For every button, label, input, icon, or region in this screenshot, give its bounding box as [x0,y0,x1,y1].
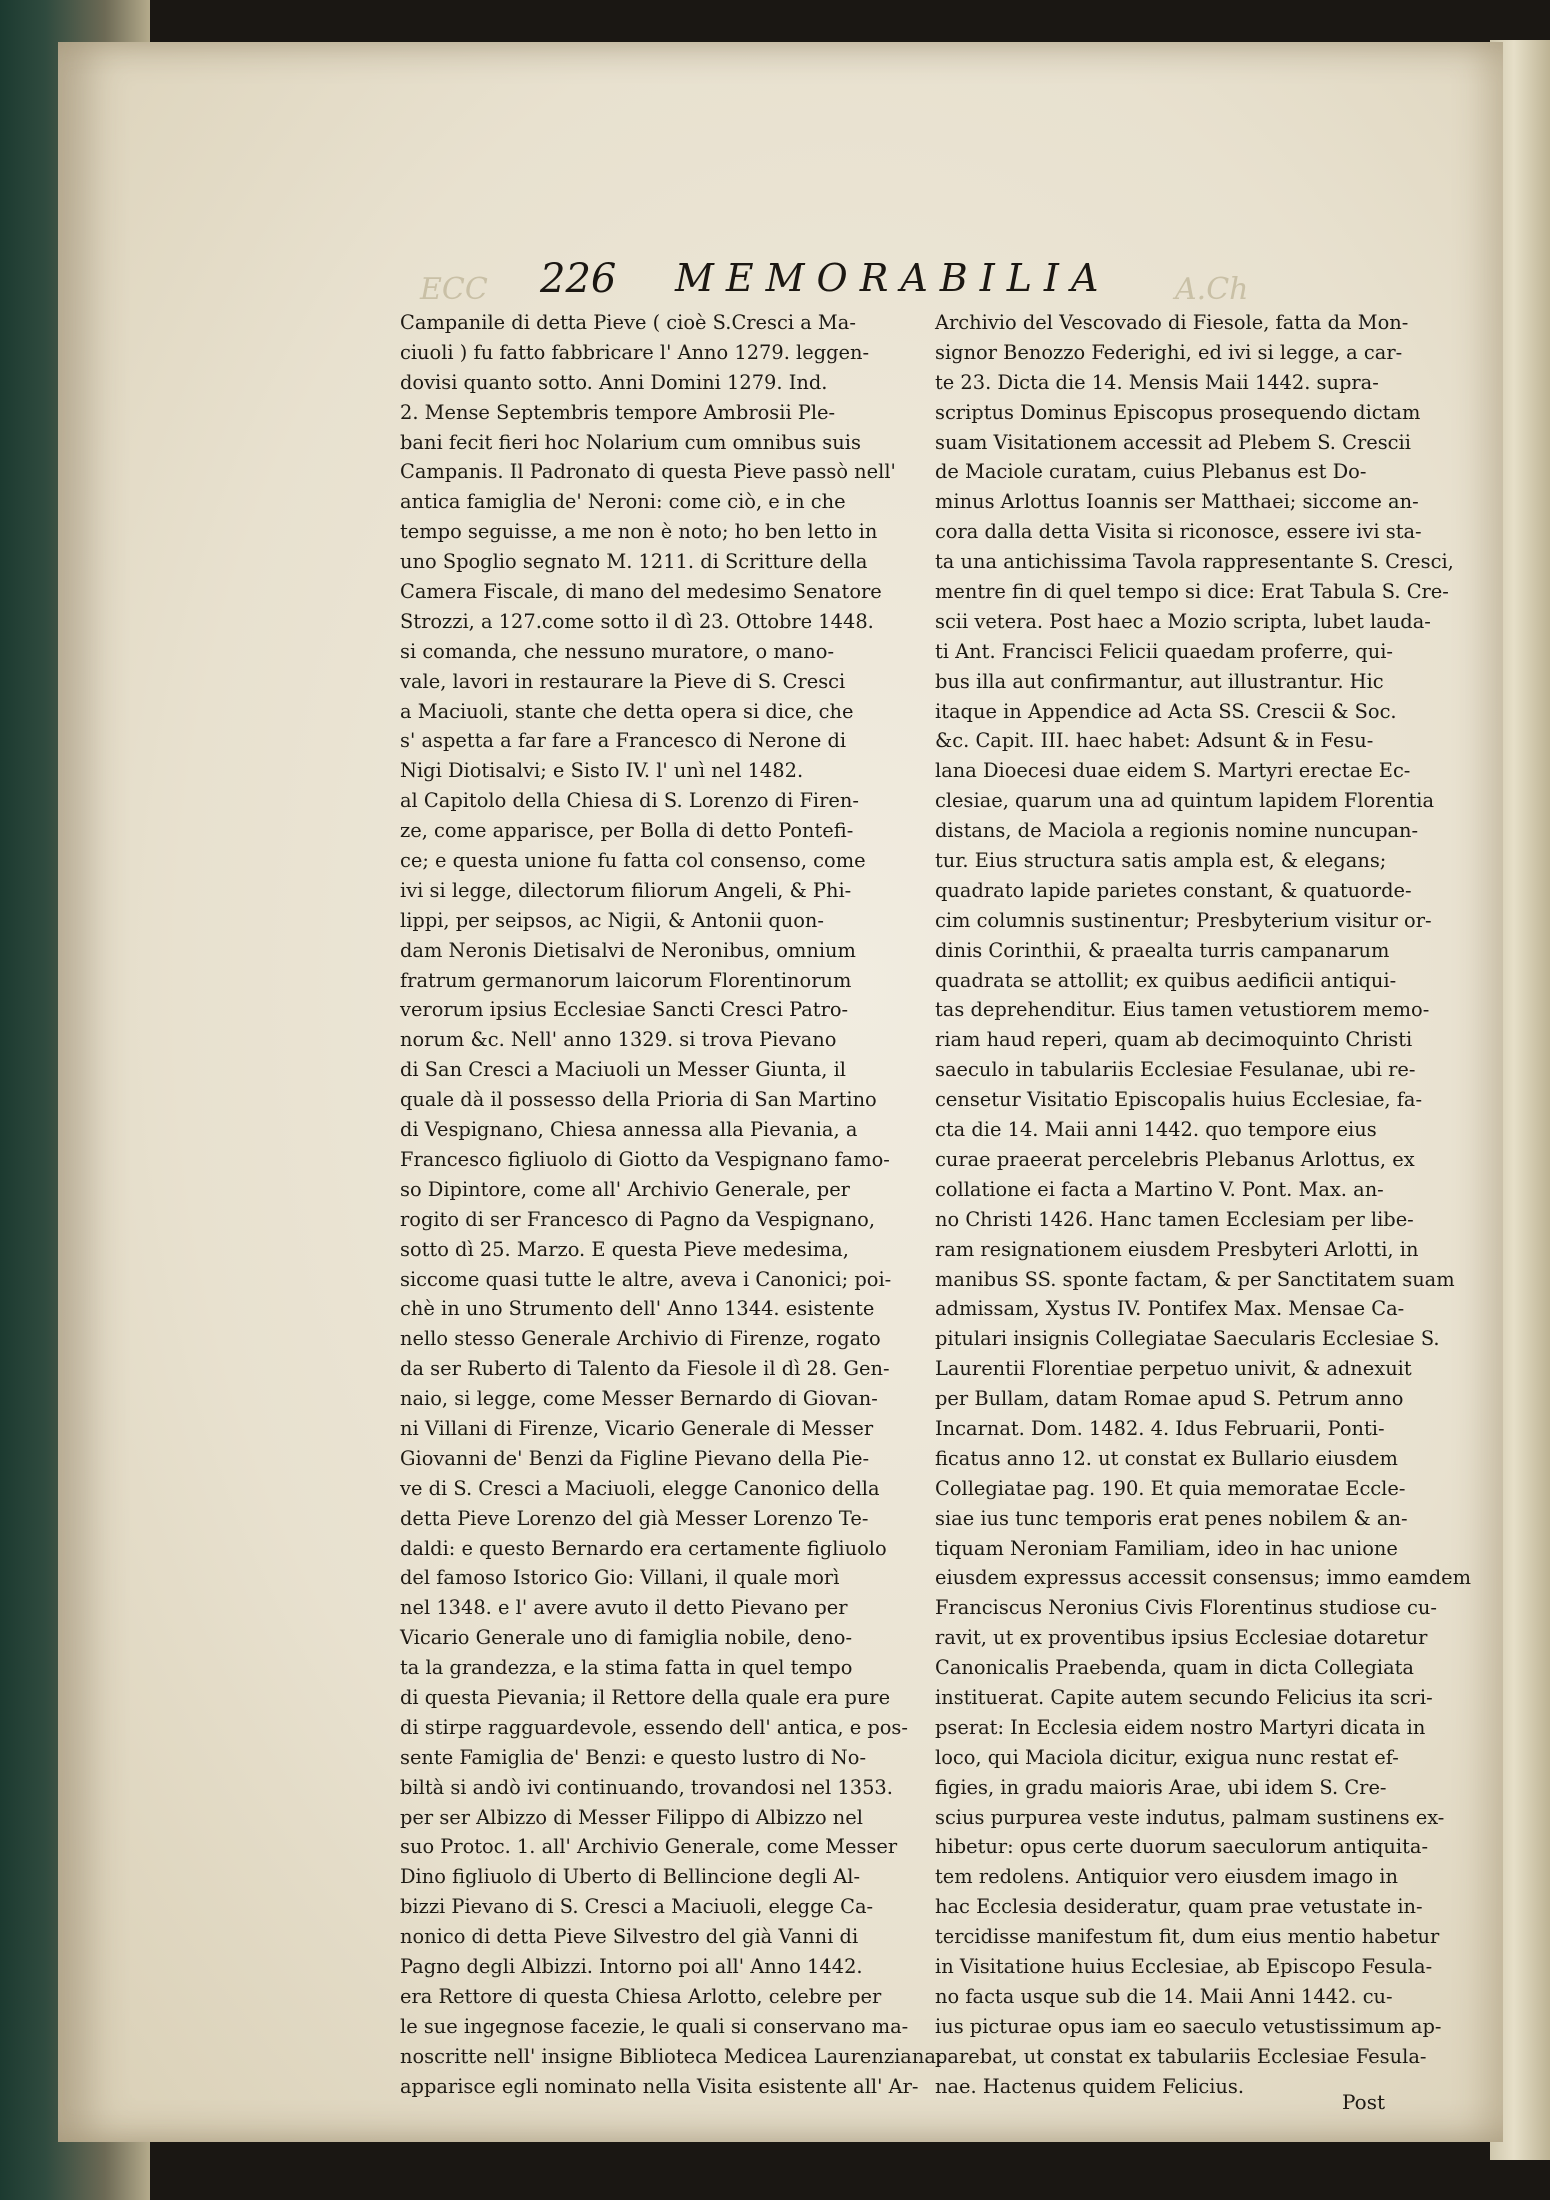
text-line: antica famiglia de' Neroni: come ciò, e in che [400,490,846,514]
text-line: apparisce egli nominato nella Visita esistente all' Ar- [400,2074,919,2098]
text-line: era Rettore di questa Chiesa Arlotto, celebre per [400,1984,882,2008]
text-line: ze, come apparisce, per Bolla di detto Pontefi- [400,819,854,843]
text-line: tem redolens. Antiquior vero eiusdem imago in [935,1865,1398,1889]
text-line: 2. Mense Septembris tempore Ambrosii Ple- [400,400,836,424]
text-line: vale, lavori in restaurare la Pieve di S. Cresci [400,669,846,693]
text-line: bani fecit fieri hoc Nolarium cum omnibus suis [400,430,861,454]
text-line: Camera Fiscale, di mano del medesimo Senatore [400,580,882,604]
text-line: Archivio del Vescovado di Fiesole, fatta da Mon- [935,311,1409,334]
text-line: cta die 14. Maii anni 1442. quo tempore eius [935,1118,1377,1142]
text-line: so Dipintore, come all' Archivio Generale, per [400,1177,850,1201]
text-line: norum &c. Nell' anno 1329. si trova Pievano [400,1028,837,1052]
text-line: censetur Visitatio Episcopalis huius Ecclesiae, fa- [935,1088,1423,1112]
text-line: Campanis. Il Padronato di questa Pieve passò nell' [400,460,896,484]
text-line: ta una antichissima Tavola rappresentante S. Cresci, [935,550,1454,574]
text-line: in Visitatione huius Ecclesiae, ab Episcopo Fesula- [935,1954,1433,1978]
text-line: ta la grandezza, e la stima fatta in quel tempo [400,1656,853,1680]
text-line: hibetur: opus certe duorum saeculorum antiquita- [935,1835,1429,1859]
text-line: quadrata se attollit; ex quibus aedificii antiqui- [935,968,1397,992]
text-line: quale dà il possesso della Prioria di San Martino [400,1088,877,1112]
text-line: scii vetera. Post haec a Mozio scripta, lubet lauda- [935,609,1431,633]
text-line: cim columnis sustinentur; Presbyterium visitur or- [935,908,1432,932]
text-line: dam Neronis Dietisalvi de Neronibus, omnium [400,938,856,962]
text-line: Campanile di detta Pieve ( cioè S.Cresci a Ma- [400,311,856,334]
text-line: suo Protoc. 1. all' Archivio Generale, come Messer [400,1835,898,1859]
bleed-through-text-left: ECC [420,272,488,307]
text-line: di Vespignano, Chiesa annessa alla Pievania, a [400,1118,858,1142]
text-line: di questa Pievania; il Rettore della quale era pure [400,1685,891,1709]
text-line: nello stesso Generale Archivio di Firenze, rogato [400,1327,881,1351]
text-line: itaque in Appendice ad Acta SS. Crescii & Soc. [935,699,1397,723]
text-line: ravit, ut ex proventibus ipsius Ecclesiae dotaretur [935,1626,1428,1650]
text-line: nonico di detta Pieve Silvestro del già Vanni di [400,1925,859,1949]
text-line: al Capitolo della Chiesa di S. Lorenzo di Firen- [400,789,859,813]
text-line: siae ius tunc temporis erat penes nobilem & an- [935,1506,1408,1530]
text-line: Canonicalis Praebenda, quam in dicta Collegiata [935,1656,1414,1680]
left-text-column [400,308,943,2101]
text-line: collatione ei facta a Martino V. Pont. Max. an- [935,1177,1384,1201]
text-line: clesiae, quarum una ad quintum lapidem Florentia [935,789,1435,813]
text-line: sotto dì 25. Marzo. E questa Pieve medesima, [400,1237,849,1261]
text-line: figies, in gradu maioris Arae, ubi idem S. Cre- [935,1775,1387,1799]
text-line: di San Cresci a Maciuoli un Messer Giunta, il [400,1058,846,1082]
text-line: di stirpe ragguardevole, essendo dell' antica, e pos- [400,1715,908,1739]
text-line: da ser Ruberto di Talento da Fiesole il dì 28. Gen- [400,1357,890,1381]
text-line: tercidisse manifestum fit, dum eius mentio habetur [935,1925,1440,1949]
text-line: del famoso Istorico Gio: Villani, il quale morì [400,1566,840,1590]
text-line: Giovanni de' Benzi da Figline Pievano della Pie- [400,1446,869,1470]
text-line: nae. Hactenus quidem Felicius. [935,2074,1245,2098]
text-line: per ser Albizzo di Messer Filippo di Albizzo nel [400,1805,863,1829]
text-line: ve di S. Cresci a Maciuoli, elegge Canonico della [400,1476,880,1500]
text-line: le sue ingegnose facezie, le quali si conservano ma- [400,2014,909,2038]
text-line: riam haud reperi, quam ab decimoquinto Christi [935,1028,1413,1052]
text-line: bus illa aut confirmantur, aut illustrantur. Hic [935,669,1384,693]
text-line: ni Villani di Firenze, Vicario Generale di Messer [400,1416,874,1440]
text-line: cora dalla detta Visita si riconosce, essere ivi sta- [935,520,1422,544]
text-line: ficatus anno 12. ut constat ex Bullario eiusdem [935,1446,1398,1470]
text-line: Francesco figliuolo di Giotto da Vespignano famo- [400,1147,890,1171]
text-line: Nigi Diotisalvi; e Sisto IV. l' unì nel 1482. [400,759,804,783]
text-line: no facta usque sub die 14. Maii Anni 1442. cu- [935,1984,1393,2008]
text-line: suam Visitationem accessit ad Plebem S. Crescii [935,430,1411,454]
text-line: naio, si legge, come Messer Bernardo di Giovan- [400,1387,878,1411]
text-line: Laurentii Florentiae perpetuo univit, & adnexuit [935,1357,1412,1381]
text-line: fratrum germanorum laicorum Florentinorum [400,968,852,992]
text-line: ce; e questa unione fu fatta col consenso, come [400,849,866,873]
text-line: no Christi 1426. Hanc tamen Ecclesiam per libe- [935,1207,1414,1231]
text-line: Collegiatae pag. 190. Et quia memoratae Eccle- [935,1476,1406,1500]
text-line: detta Pieve Lorenzo del già Messer Lorenzo Te- [400,1506,869,1530]
text-line: lippi, per seipsos, ac Nigii, & Antonii quon- [400,908,824,932]
text-line: Dino figliuolo di Uberto di Bellincione degli Al- [400,1865,861,1889]
text-line: scriptus Dominus Episcopus prosequendo dictam [935,400,1421,424]
text-line: uno Spoglio segnato M. 1211. di Scritture della [400,550,868,574]
text-line: instituerat. Capite autem secundo Felicius ita scri- [935,1685,1433,1709]
right-text-column [935,308,1471,2101]
text-line: quadrato lapide parietes constant, & quatuorde- [935,878,1412,902]
text-line: chè in uno Strumento dell' Anno 1344. esistente [400,1297,875,1321]
text-line: s' aspetta a far fare a Francesco di Nerone di [400,729,847,753]
bleed-through-text-right: A.Ch [1175,272,1249,307]
page-header [540,256,1160,306]
text-line: si comanda, che nessuno muratore, o mano- [400,639,834,663]
text-line: Incarnat. Dom. 1482. 4. Idus Februarii, Ponti- [935,1416,1385,1440]
text-line: signor Benozzo Federighi, ed ivi si legge, a car- [935,340,1403,364]
text-line: parebat, ut constat ex tabulariis Ecclesiae Fesula- [935,2044,1427,2068]
text-line: tur. Eius structura satis ampla est, & elegans; [935,849,1387,873]
text-line: lana Dioecesi duae eidem S. Martyri erectae Ec- [935,759,1411,783]
text-line: scius purpurea veste indutus, palmam sustinens ex- [935,1805,1445,1829]
text-line: de Maciole curatam, cuius Plebanus est Do- [935,460,1367,484]
text-line: a Maciuoli, stante che detta opera si dice, che [400,699,854,723]
text-line: eiusdem expressus accessit consensus; immo eamdem [935,1566,1471,1590]
text-line: saeculo in tabulariis Ecclesiae Fesulanae, ubi re- [935,1058,1416,1082]
text-line: ius picturae opus iam eo saeculo vetustissimum ap- [935,2014,1442,2038]
text-line: ivi si legge, dilectorum filiorum Angeli, & Phi- [400,878,852,902]
text-line: siccome quasi tutte le altre, aveva i Canonici; poi- [400,1267,892,1291]
text-line: verorum ipsius Ecclesiae Sancti Cresci Patro- [400,998,849,1022]
text-line: Strozzi, a 127.come sotto il dì 23. Ottobre 1448. [400,609,874,633]
text-line: rogito di ser Francesco di Pagno da Vespignano, [400,1207,876,1231]
text-line: dovisi quanto sotto. Anni Domini 1279. Ind. [400,370,828,394]
text-line: daldi: e questo Bernardo era certamente figliuolo [400,1536,887,1560]
text-line: tiquam Neroniam Familiam, ideo in hac unione [935,1536,1398,1560]
text-line: manibus SS. sponte factam, & per Sanctitatem suam [935,1267,1455,1291]
text-line: ram resignationem eiusdem Presbyteri Arlotti, in [935,1237,1419,1261]
text-line: pserat: In Ecclesia eidem nostro Martyri dicata in [935,1715,1426,1739]
text-line: ti Ant. Francisci Felicii quaedam proferre, qui- [935,639,1393,663]
text-line: hac Ecclesia desideratur, quam prae vetustate in- [935,1895,1423,1919]
text-line: dinis Corinthii, & praealta turris campanarum [935,938,1390,962]
text-line: nel 1348. e l' avere avuto il detto Pievano per [400,1596,848,1620]
text-line: &c. Capit. III. haec habet: Adsunt & in Fesu- [935,729,1374,753]
text-line: te 23. Dicta die 14. Mensis Maii 1442. supra- [935,370,1379,394]
text-line: biltà si andò ivi continuando, trovandosi nel 1353. [400,1775,893,1799]
text-line: tas deprehenditur. Eius tamen vetustiorem memo- [935,998,1430,1022]
text-line: Franciscus Neronius Civis Florentinus studiose cu- [935,1596,1437,1620]
text-line: minus Arlottus Ioannis ser Matthaei; siccome an- [935,490,1419,514]
running-title: MEMORABILIA [675,256,1111,300]
text-line: bizzi Pievano di S. Cresci a Maciuoli, elegge Ca- [400,1895,874,1919]
text-line: distans, de Maciola a regionis nomine nuncupan- [935,819,1419,843]
text-line: per Bullam, datam Romae apud S. Petrum anno [935,1387,1404,1411]
text-line: sente Famiglia de' Benzi: e questo lustro di No- [400,1745,866,1769]
text-line: Vicario Generale uno di famiglia nobile, deno- [400,1626,853,1650]
text-line: Pagno degli Albizzi. Intorno poi all' Anno 1442. [400,1954,863,1978]
text-line: admissam, Xystus IV. Pontifex Max. Mensae Ca- [935,1297,1405,1321]
text-line: pitulari insignis Collegiatae Saecularis Ecclesiae S. [935,1327,1440,1351]
text-line: noscritte nell' insigne Biblioteca Medicea Laurenziana: [400,2044,943,2068]
text-line: mentre fin di quel tempo si dice: Erat Tabula S. Cre- [935,580,1449,604]
page-number: 226 [540,256,617,302]
text-line: curae praeerat percelebris Plebanus Arlottus, ex [935,1147,1415,1171]
text-line: tempo seguisse, a me non è noto; ho ben letto in [400,520,878,544]
catchword: Post [1342,2090,1385,2114]
text-line: ciuoli ) fu fatto fabbricare l' Anno 1279. leggen- [400,340,870,364]
text-line: loco, qui Maciola dicitur, exigua nunc restat ef- [935,1745,1399,1769]
